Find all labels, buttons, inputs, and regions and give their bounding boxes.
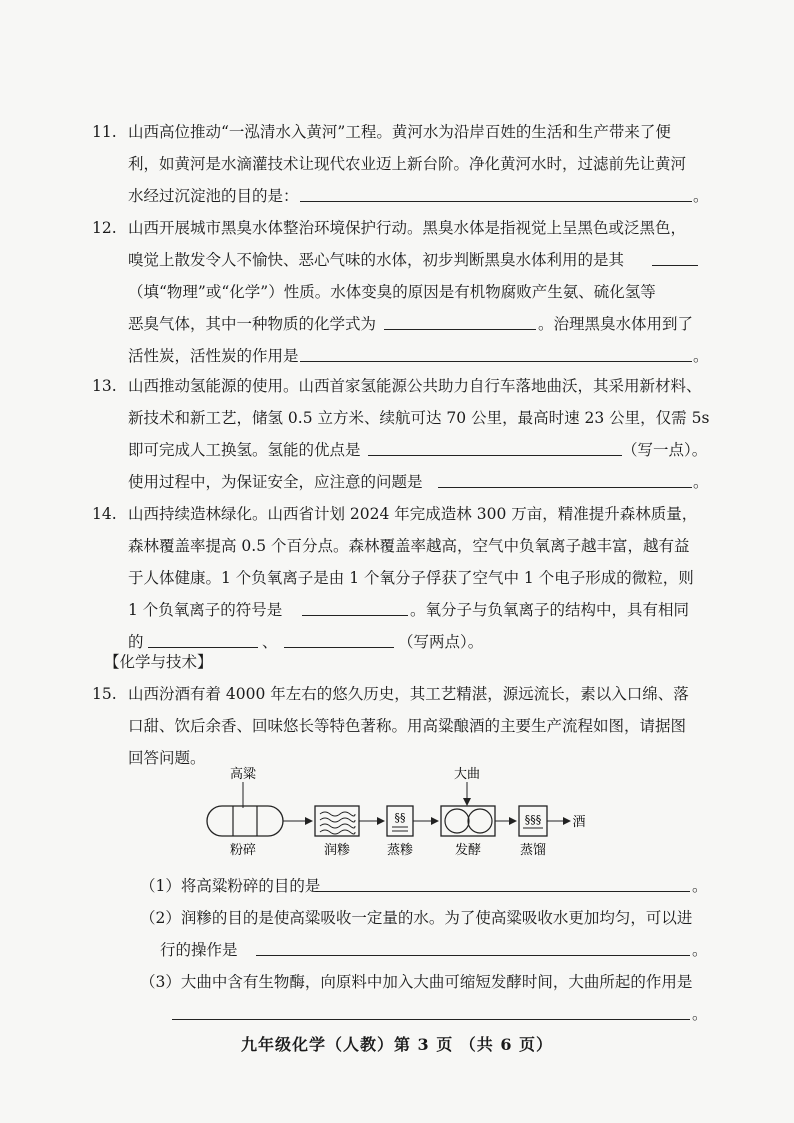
- crusher-icon: [207, 806, 283, 836]
- answer-blank[interactable]: [652, 250, 698, 266]
- answer-blank[interactable]: [172, 1004, 690, 1020]
- wetting-tank-icon: [315, 806, 359, 836]
- period: 。: [692, 877, 708, 895]
- question-text: 山西持续造林绿化。山西省计划 2024 年完成造林 300 万亩，精准提升森林质量，: [128, 505, 698, 523]
- answer-blank[interactable]: [302, 600, 408, 616]
- answer-blank[interactable]: [384, 314, 536, 330]
- question-text: 回答问题。: [128, 749, 206, 767]
- step-label: 发酵: [454, 843, 482, 858]
- question-text: 利，如黄河是水滴灌技术让现代农业迈上新台阶。净化黄河水时，过滤前先让黄河: [128, 155, 687, 173]
- question-text: 口甜、饮后余香、回味悠长等特色著称。用高粱酿酒的主要生产流程如图，请据图: [128, 717, 687, 735]
- period: 。: [693, 187, 709, 205]
- answer-blank[interactable]: [148, 632, 258, 648]
- question-text: 即可完成人工换氢。氢能的优点是: [128, 441, 361, 459]
- question-text: 1 个负氧离子的符号是: [128, 601, 283, 619]
- svg-text:§§§: §§§: [524, 813, 542, 826]
- distiller-icon: [519, 806, 547, 836]
- question-number: 12.: [92, 219, 117, 237]
- question-text: 。治理黑臭水体用到了: [538, 315, 694, 333]
- step-label: 粉碎: [229, 843, 257, 858]
- input-sorghum-label: 高粱: [229, 767, 257, 782]
- question-number: 15.: [92, 685, 117, 703]
- period: 。: [693, 347, 709, 365]
- answer-blank[interactable]: [284, 632, 394, 648]
- question-text: 、: [262, 633, 278, 651]
- question-text: 使用过程中，为保证安全，应注意的问题是: [128, 473, 423, 491]
- step-label: 蒸糁: [386, 843, 414, 858]
- sub-question-2-cont: 行的操作是: [160, 941, 238, 959]
- steamer-icon: [387, 806, 413, 836]
- section-heading: 【化学与技术】: [104, 653, 213, 671]
- answer-blank[interactable]: [300, 346, 692, 362]
- question-text: （填“物理”或“化学”）性质。水体变臭的原因是有机物腐败产生氨、硫化氢等: [128, 283, 656, 301]
- question-number: 13.: [92, 377, 117, 395]
- process-flow-diagram: [195, 764, 595, 860]
- period: 。: [692, 941, 708, 959]
- input-daqu-label: 大曲: [453, 767, 481, 782]
- output-liquor-label: 酒: [572, 815, 586, 830]
- period: 。: [692, 1005, 708, 1023]
- question-text: （写一点）。: [622, 441, 708, 459]
- answer-blank[interactable]: [300, 186, 692, 202]
- fermenter-icon: [441, 806, 495, 836]
- question-text: 嗅觉上散发令人不愉快、恶心气味的水体，初步判断黑臭水体利用的是其: [128, 251, 625, 269]
- question-text: 森林覆盖率提高 0.5 个百分点。森林覆盖率越高，空气中负氧离子越丰富，越有益: [128, 537, 690, 555]
- period: 。: [693, 473, 709, 491]
- question-number: 14.: [92, 505, 117, 523]
- question-text: 山西推动氢能源的使用。山西首家氢能源公共助力自行车落地曲沃，其采用新材料、: [128, 377, 702, 395]
- question-text: 恶臭气体，其中一种物质的化学式为: [128, 315, 377, 333]
- question-text: 山西高位推动“一泓清水入黄河”工程。黄河水为沿岸百姓的生活和生产带来了便: [128, 123, 671, 141]
- answer-blank[interactable]: [368, 440, 622, 456]
- question-text: 的: [128, 633, 144, 651]
- question-text: 山西汾酒有着 4000 年左右的悠久历史，其工艺精湛，源远流长，素以入口绵、落: [128, 685, 689, 703]
- answer-blank[interactable]: [256, 940, 690, 956]
- question-text: 活性炭，活性炭的作用是: [128, 347, 299, 365]
- sub-question-1: （1）将高粱粉碎的目的是: [140, 877, 321, 895]
- answer-blank[interactable]: [438, 472, 692, 488]
- sub-question-3: （3）大曲中含有生物酶，向原料中加入大曲可缩短发酵时间，大曲所起的作用是: [140, 973, 693, 991]
- page-footer: 九年级化学（人教）第 3 页 （共 6 页）: [240, 1035, 554, 1054]
- question-number: 11.: [92, 123, 117, 141]
- step-label: 润糁: [323, 843, 351, 858]
- sub-question-2: （2）润糁的目的是使高粱吸收一定量的水。为了使高粱吸收水更加均匀，可以进: [140, 909, 693, 927]
- question-text: 水经过沉淀池的目的是：: [128, 187, 299, 205]
- step-label: 蒸馏: [519, 843, 547, 858]
- question-text: 山西开展城市黑臭水体整治环境保护行动。黑臭水体是指视觉上呈黑色或泛黑色，: [128, 219, 687, 237]
- question-text: （写两点）。: [398, 633, 484, 651]
- question-text: 新技术和新工艺，储氢 0.5 立方米、续航可达 70 公里，最高时速 23 公里，仅需 5s: [128, 409, 710, 427]
- answer-blank[interactable]: [318, 876, 690, 892]
- svg-text:§§: §§: [394, 811, 406, 824]
- question-text: 。氧分子与负氧离子的结构中，具有相同: [410, 601, 690, 619]
- question-text: 于人体健康。1 个负氧离子是由 1 个氧分子俘获了空气中 1 个电子形成的微粒，则: [128, 569, 694, 587]
